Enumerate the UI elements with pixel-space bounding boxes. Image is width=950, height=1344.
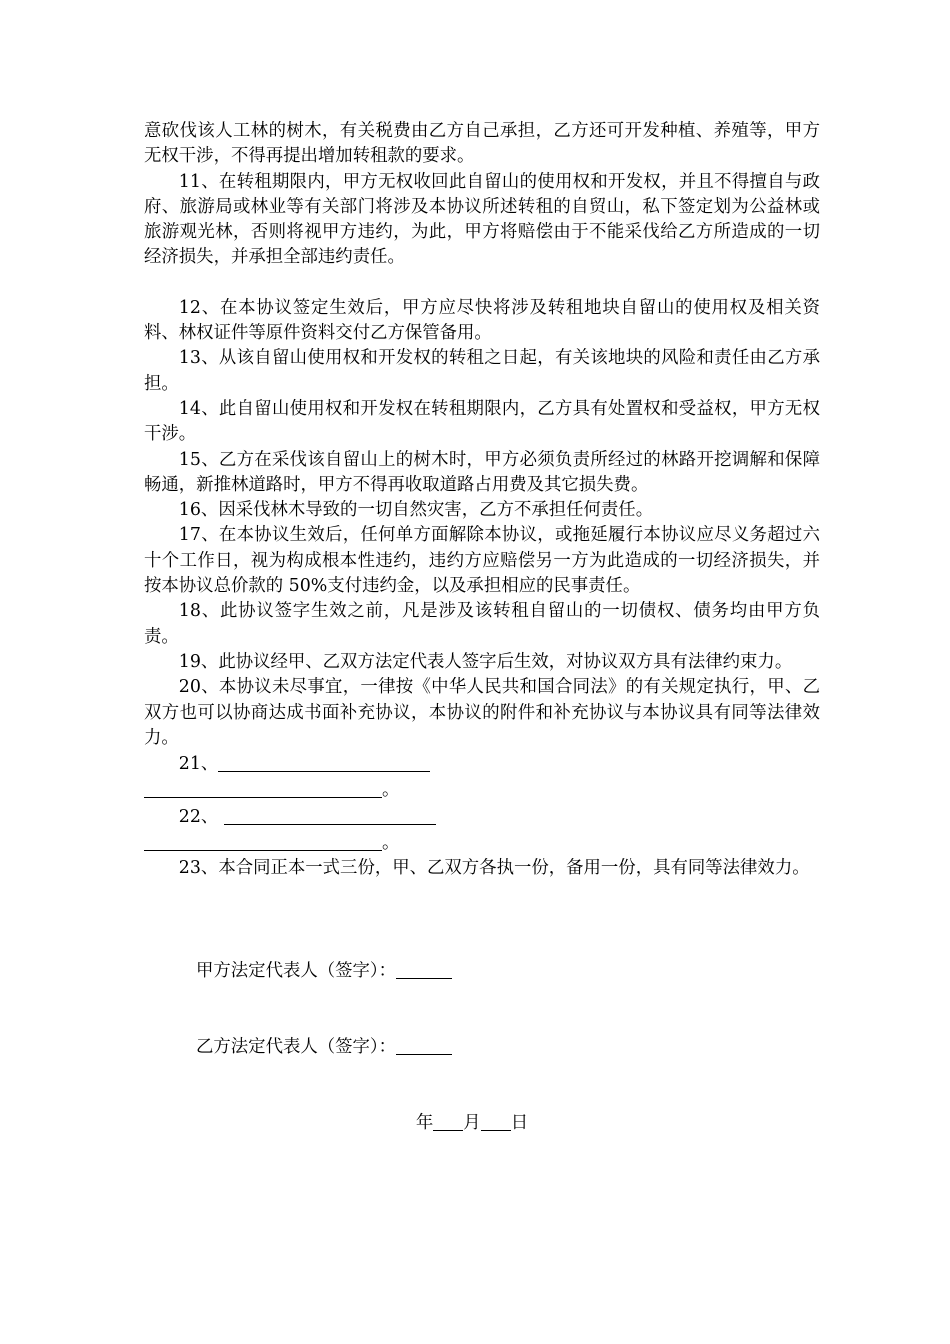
clause-22-blank-line[interactable]: [224, 804, 436, 825]
clause-11: 11、在转租期限内，甲方无权收回此自留山的使用权和开发权，并且不得擅自与政府、旅游局或林业等有关部门将涉及本协议所述转租的自贸山，私下签定划为公益林或旅游观光林，否则将视甲方违约，为此，甲方将赔偿由于不能采伐给乙方所造成的一切经济损失，并承担全部违约责任。: [144, 171, 820, 268]
date-day-blank[interactable]: [481, 1110, 511, 1131]
clause-12: 12、在本协议签定生效后，甲方应尽快将涉及转租地块自留山的使用权及相关资料、林权证件等原件资料交付乙方保管备用。: [144, 297, 820, 344]
signature-party-b: [196, 1034, 820, 1060]
clause-21-label: 21、: [178, 754, 219, 775]
clause-18: 18、此协议签字生效之前，凡是涉及该转租自留山的一切债权、债务均由甲方负责。: [144, 601, 820, 647]
clause-22-blank-line-2[interactable]: [144, 830, 382, 851]
clause-19: 19、此协议经甲、乙双方法定代表人签字后生效，对协议双方具有法律约束力。: [178, 651, 793, 672]
clause-17: 17、在本协议生效后，任何单方面解除本协议，或拖延履行本协议应尽义务超过六十个工作日，视为构成根本性违约，违约方应赔偿另一方为此造成的一切经济损失，并按本协议总价款的 50%支付违约金，以及承担相应的民事责任。: [144, 525, 820, 597]
clause-21-blank-line-2[interactable]: [144, 777, 382, 798]
clause-15: 15、乙方在采伐该自留山上的树木时，甲方必须负责所经过的林路开挖调解和保障畅通，新推林道路时，甲方不得再收取道路占用费及其它损失费。: [144, 449, 820, 495]
clause-14: 14、此自留山使用权和开发权在转租期限内，乙方具有处置权和受益权，甲方无权干涉。: [144, 398, 820, 445]
clause-22: [144, 804, 820, 830]
clause-13: 13、从该自留山使用权和开发权的转租之日起，有关该地块的风险和责任由乙方承担。: [144, 348, 820, 394]
signature-party-a-line[interactable]: [396, 958, 452, 979]
signature-party-a: [196, 958, 820, 984]
date-month-blank[interactable]: [433, 1110, 463, 1131]
clause-16: 16、因采伐林木导致的一切自然灾害，乙方不承担任何责任。: [178, 500, 654, 521]
date-year: 年: [415, 1113, 434, 1134]
clause-22-end-mark: 。: [382, 833, 400, 854]
signature-party-b-line[interactable]: [396, 1034, 452, 1055]
clause-20: 20、本协议未尽事宜，一律按《中华人民共和国合同法》的有关规定执行，甲、乙双方也可以协商达成书面补充协议，本协议的附件和补充协议与本协议具有同等法律效力。: [144, 677, 820, 748]
signature-party-b-label: 乙方法定代表人（签字）：: [196, 1036, 396, 1057]
date-line: [144, 1110, 820, 1136]
date-day: 日: [510, 1113, 529, 1134]
clause-22-continuation: [144, 830, 820, 856]
clause-22-label: 22、: [178, 806, 219, 827]
clause-21-continuation: [144, 777, 820, 803]
clause-21-end-mark: 。: [382, 780, 400, 801]
clause-21-blank-line[interactable]: [218, 751, 430, 772]
paragraph-continuation: 意砍伐该人工林的树木，有关税费由乙方自己承担，乙方还可开发种植、养殖等，甲方无权干涉，不得再提出增加转租款的要求。: [144, 121, 820, 167]
date-month: 月: [463, 1113, 481, 1134]
clause-21: [144, 751, 820, 777]
clause-23: 23、本合同正本一式三份，甲、乙双方各执一份，备用一份，具有同等法律效力。: [178, 858, 810, 879]
signature-party-a-label: 甲方法定代表人（签字）：: [196, 960, 396, 981]
